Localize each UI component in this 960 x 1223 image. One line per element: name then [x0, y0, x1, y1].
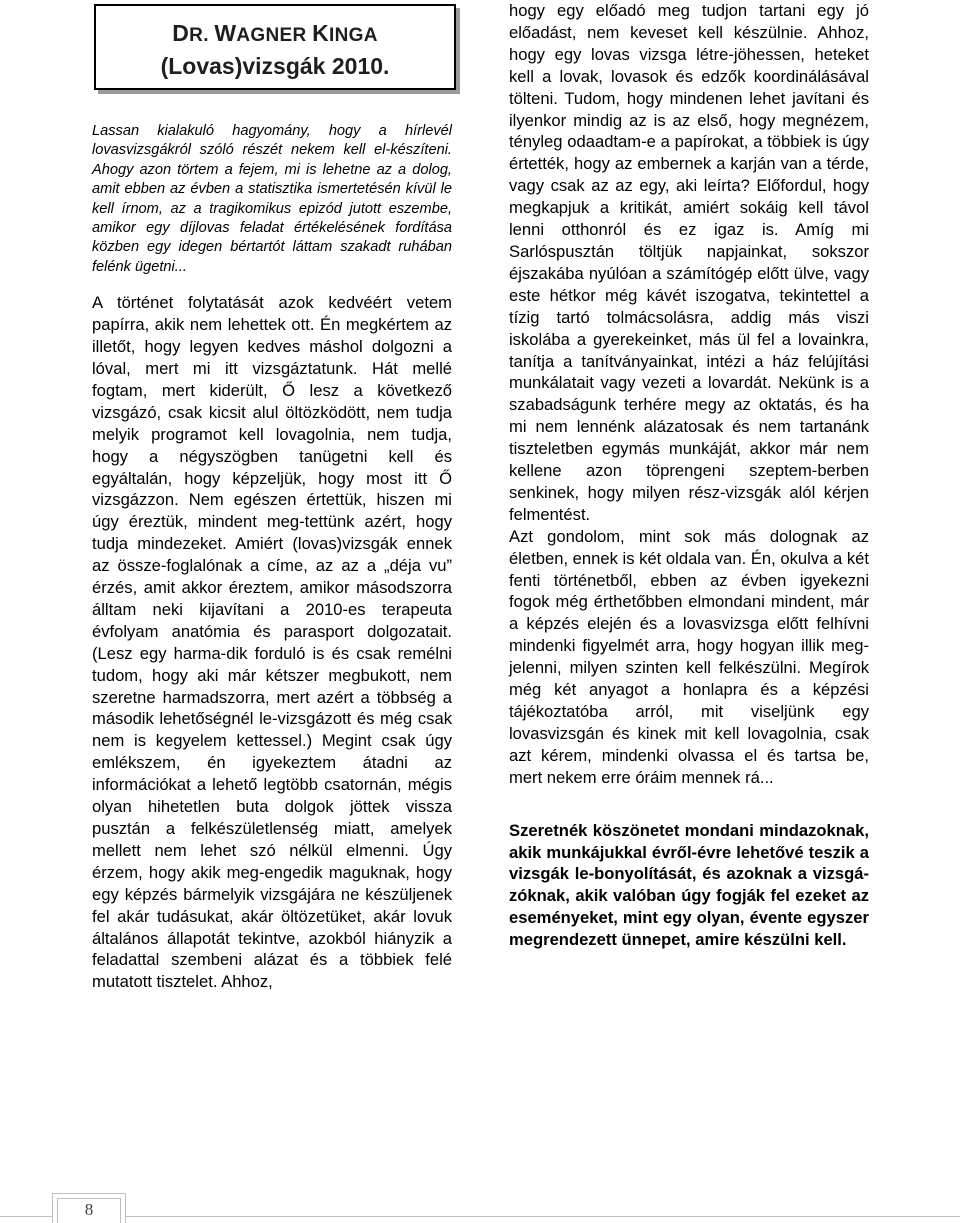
right-body-text-2: Azt gondolom, mint sok más dolognak az életben, ennek is két oldala van. Én, okulva a két fenti történetből, ebben az évben igyekezni fogok még érthetőbben elmondani mindent, már a képzés elején és a lovasvizsga előtt felhívni mindenki figyelmét arra, hogy hogyan illik meg-jelenni, milyen szinten kell felkészülni. Megírok még két anyagot a honlapra és a képzési tájékoztatóba arról, mit viseljünk egy lovasvizsgán és kinek mit kell lovagolnia, csak azt kérem, mindenki olvassa el és tartsa be, mert nekem erre óráim mennek rá... — [509, 526, 869, 787]
article-title: (Lovas)vizsgák 2010. — [160, 53, 390, 79]
thanks-paragraph: Szeretnék köszönetet mondani mindazoknak, akik munkájukkal évről-évre lehetővé teszik a vizsgák le-bonyolítását, és azoknak a vizsgá-zóknak, akik valóban úgy fogják fel ezeket az eseményeket, mint egy olyan, évente egyszer megrendezett ünnepet, amire készülni kell. — [509, 820, 869, 950]
article-title-box — [94, 4, 456, 90]
author-name-part-2: AGNER — [236, 25, 307, 46]
author-initial-1: D — [172, 20, 190, 46]
page-number: 8 — [84, 1200, 94, 1219]
right-column — [509, 0, 869, 968]
intro-paragraph: Lassan kialakuló hagyomány, hogy a hírlevél lovasvizsgákról szóló részét nekem kell el-készíteni. Ahogy azon törtem a fejem, mi is lehetne az a dolog, amit ebben az évben a statisztika ismertetésén kívül le kell írnom, az a tragikomikus epizód jutott eszembe, amikor egy díjlovas feladat értékelésének fordítása közben egy idegen bértartót láttam szakadt ruhában felénk ügetni... — [92, 123, 452, 275]
author-name-part-3: INGA — [329, 25, 378, 46]
author-initial-2: W — [214, 20, 237, 46]
author-initial-3: K — [312, 20, 330, 46]
right-body-text: hogy egy előadó meg tudjon tartani egy jó előadást, nem keveset kell készülnie. Ahhoz, hogy egy lovas vizsga létre-jöhessen, heteket kell a lovak, lovasok és edzők koordinálásával tölteni. Tudom, hogy mindenen lehet javítani és ilyenkor mindig az is az első, hogy megnézem, tényleg odaadtam-e a papírokat, a többiek is úgy értették, hogy az embernek a karján van a térde, vagy csak az az egy, aki leírta? Előfordul, hogy megkapjuk a kritikát, amiért sokáig kell távol lenni otthonról és ez igaz is. Amíg mi Sarlóspusztán töltjük napjainkat, sokszor éjszakába nyúlóan a számítógép előtt ülve, vagy este hétkor még kávét iszogatva, tekintettel a tízig tartó tolmácsolásra, addig más viszi iskolába a gyerekeinket, más ül fel a lovainkra, tanítja a tanítványainkat, intézi a ház felújítási munkálatait vagy vezeti a lovardát. Nekünk is a szabadságunk terhére megy az oktatás, és ha mi nem lennénk alázatosak és nem tartanánk tiszteletben egymás munkáját, akkor már nem kellene azon töprengeni szeptem-berben senkinek, hogy milyen rész-vizsgák alól kérjen felmentést. — [509, 1, 869, 524]
author-name-part-1: R. — [189, 25, 209, 46]
author-name — [96, 20, 454, 47]
left-column — [92, 122, 452, 993]
page-number-box — [52, 1193, 126, 1223]
left-body-text: A történet folytatását azok kedvéért vetem papírra, akik nem lehettek ott. Én megkértem az illetőt, hogy legyen kedves máshol dolgozni a lóval, mert mi itt vizsgáztatunk. Hát mellé fogtam, mert kiderült, Ő lesz a következő vizsgázó, csak kicsit alul öltözködött, nem tudja melyik programot kell lovagolnia, nem tudja, hogy a négyszögben tanügetni kell és egyáltalán, hogy képzeljük, hogy most itt Ő vizsgázzon. Nem egészen értettük, hiszen mi úgy éreztük, mindent meg-tettünk azért, hogy tudja mindezeket. Amiért (lovas)vizsgák ennek az össze-foglalónak a címe, az az a „déja vu” érzés, amit akkor éreztem, amikor másodszorra álltam neki kijavítani a 2010-es terapeuta évfolyam anatómia és parasport dolgozatait. (Lesz egy harma-dik forduló is és csak remélni tudom, hogy aki már kétszer megbukott, nem szeretne harmadszorra, mert azért a többség a második lehetőségnél le-vizsgázott és még csak nem is kegyelem kettessel.) Megint csak úgy emlékszem, én igyekeztem átadni az információkat a lehető legtöbb csatornán, mégis olyan hihetetlen buta dolgok jöttek vissza pusztán a felkészületlenség miatt, amelyek mellett nem lehet szó nélkül elmenni. Úgy érzem, hogy akik meg-engedik maguknak, hogy egy képzés bármelyik vizsgájára ne készüljenek fel akár tudásukat, akár öltözetüket, akár lovuk általános állapotát tekintve, azokból hiányzik a feladattal szembeni alázat és a többiek felé mutatott tisztelet. Ahhoz, — [92, 293, 452, 992]
